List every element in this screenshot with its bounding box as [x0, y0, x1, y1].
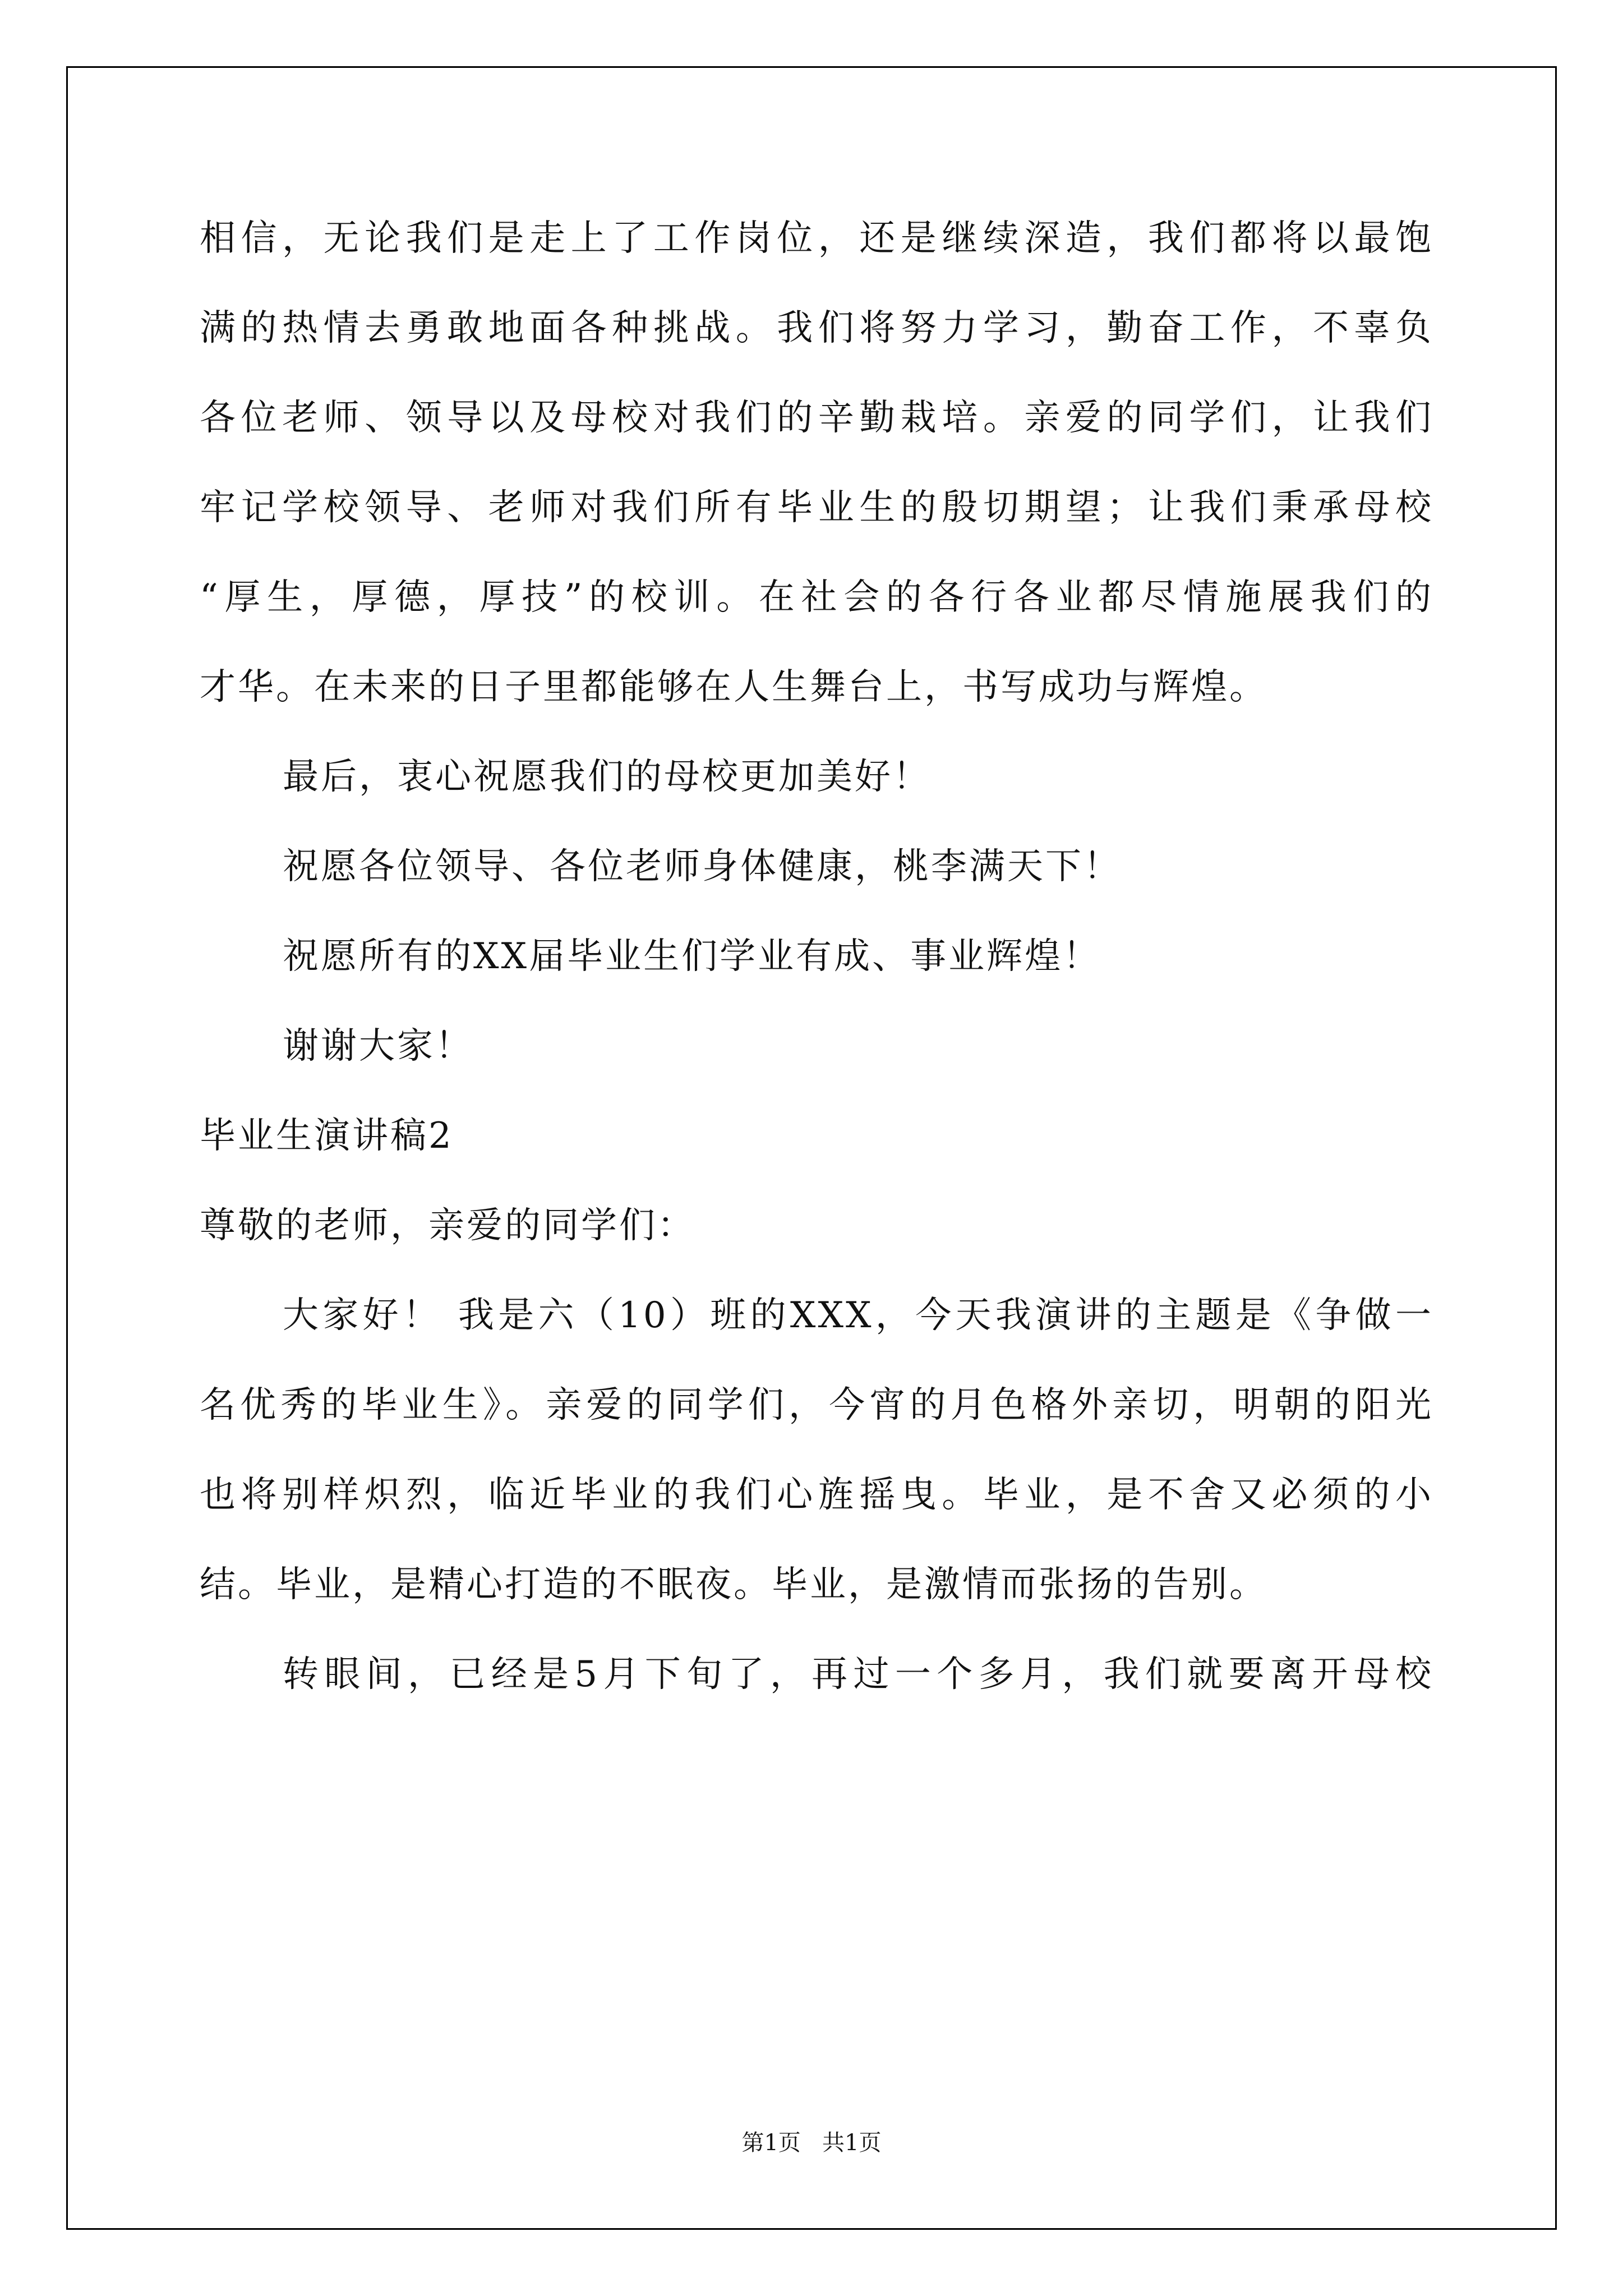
- paragraph-line: 大家好！ 我是六（10）班的XXX，今天我演讲的主题是《争做一: [283, 1295, 1433, 1336]
- paragraph-line: 转眼间，已经是5月下旬了，再过一个多月，我们就要离开母校: [283, 1654, 1433, 1695]
- paragraph-line: 谢谢大家！: [283, 1025, 473, 1067]
- paragraph-line: 名优秀的毕业生》。亲爱的同学们，今宵的月色格外亲切，明朝的阳光: [200, 1384, 1433, 1426]
- paragraph-line: 结。毕业，是精心打造的不眠夜。毕业，是激情而张扬的告别。: [200, 1564, 1267, 1605]
- paragraph-line: “厚生，厚德，厚技”的校训。在社会的各行各业都尽情施展我们的: [200, 577, 1433, 618]
- page-number-footer: 第1页 共1页: [741, 2130, 882, 2156]
- paragraph-line: 祝愿所有的XX届毕业生们学业有成、事业辉煌！: [283, 936, 1101, 977]
- section-heading: 毕业生演讲稿2: [200, 1115, 454, 1157]
- paragraph-line: 满的热情去勇敢地面各种挑战。我们将努力学习，勤奋工作，不辜负: [200, 307, 1433, 349]
- paragraph-line: 各位老师、领导以及母校对我们的辛勤栽培。亲爱的同学们，让我们: [200, 397, 1433, 439]
- paragraph-line: 才华。在未来的日子里都能够在人生舞台上，书写成功与辉煌。: [200, 666, 1267, 708]
- salutation: 尊敬的老师，亲爱的同学们：: [200, 1205, 695, 1246]
- paragraph-line: 也将别样炽烈，临近毕业的我们心旌摇曳。毕业，是不舍又必须的小: [200, 1474, 1433, 1516]
- paragraph-line: 牢记学校领导、老师对我们所有毕业生的殷切期望；让我们秉承母校: [200, 487, 1433, 528]
- paragraph-line: 最后，衷心祝愿我们的母校更加美好！: [283, 756, 931, 798]
- paragraph-line: 祝愿各位领导、各位老师身体健康，桃李满天下！: [283, 846, 1122, 887]
- paragraph-line: 相信，无论我们是走上了工作岗位，还是继续深造，我们都将以最饱: [200, 218, 1433, 259]
